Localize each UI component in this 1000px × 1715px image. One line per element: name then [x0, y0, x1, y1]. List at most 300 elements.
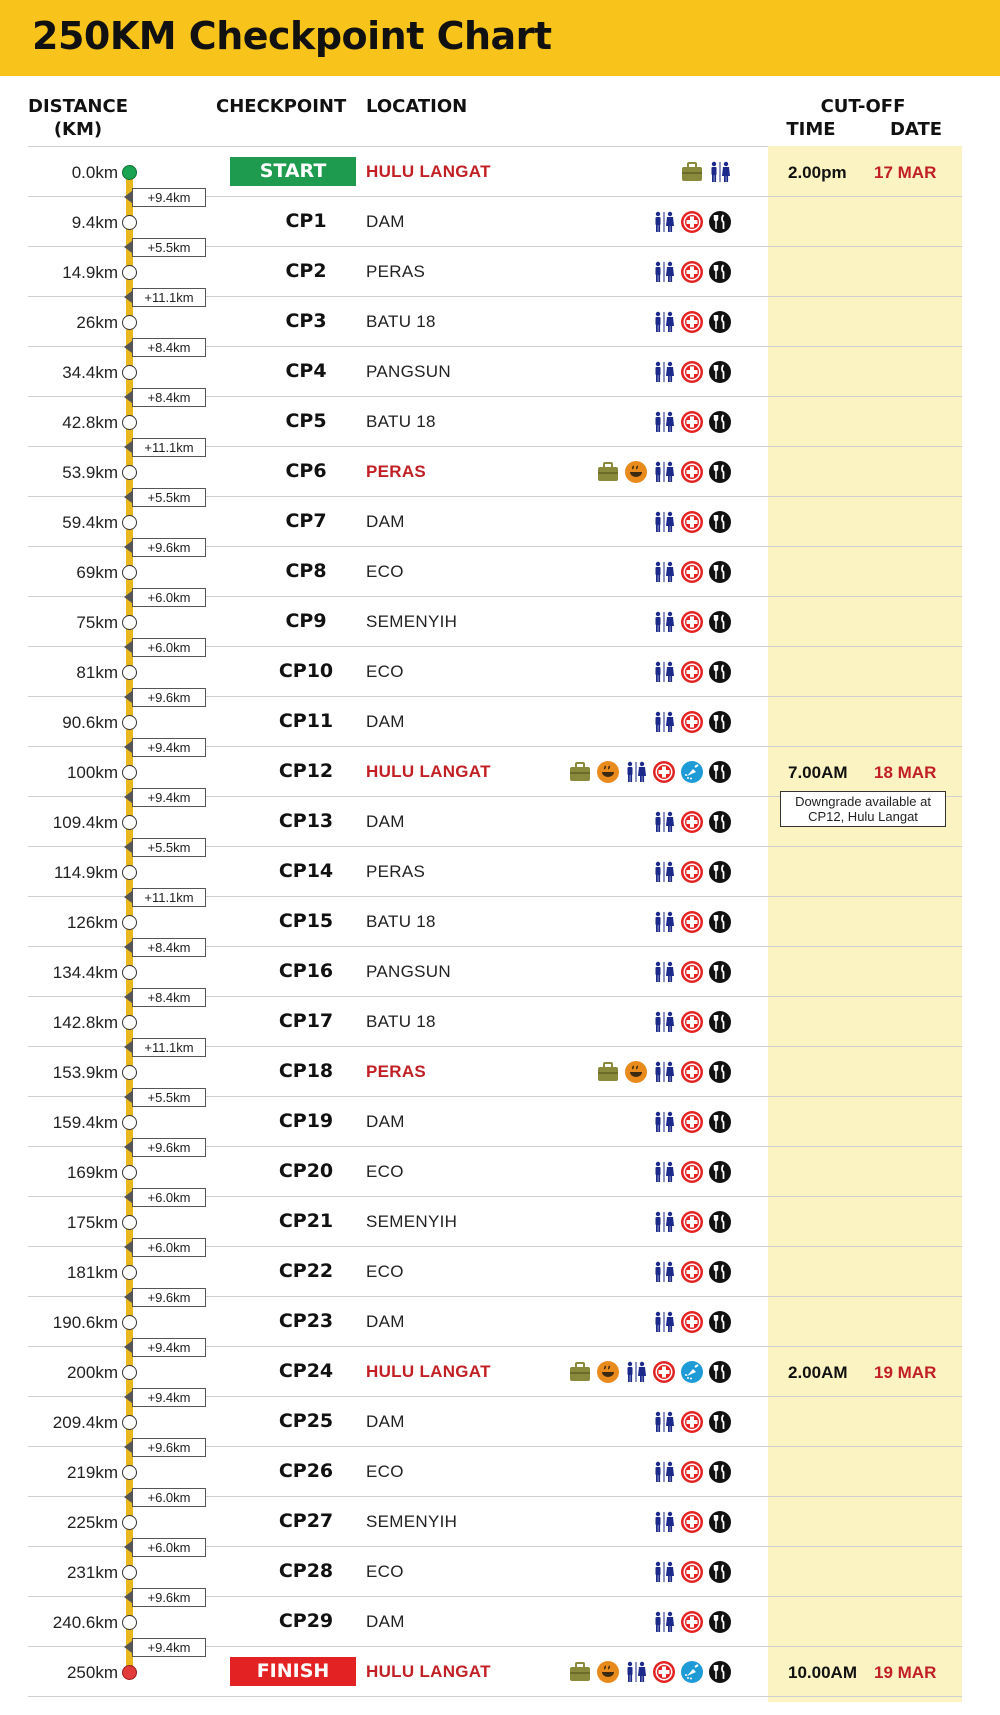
toilet-icon — [652, 710, 676, 734]
first-aid-icon — [652, 1660, 676, 1684]
checkpoint-label: CP11 — [278, 710, 334, 732]
first-aid-icon — [680, 1060, 704, 1084]
finish-marker — [122, 1665, 137, 1680]
distance-value: 0.0km — [71, 163, 118, 182]
distance-value: 42.8km — [62, 413, 118, 432]
location-name: BATU 18 — [366, 412, 436, 431]
cutoff-date: 19 MAR — [874, 1363, 937, 1382]
location-name: PANGSUN — [366, 362, 451, 381]
header-time: TIME — [786, 119, 836, 140]
segment-distance-tag: +9.6km — [132, 1138, 206, 1157]
food-icon — [708, 460, 732, 484]
location-name: BATU 18 — [366, 1012, 436, 1031]
location-name: DAM — [366, 1612, 405, 1631]
checkpoint-label: CP13 — [278, 810, 334, 832]
facility-icons — [568, 759, 732, 785]
first-aid-icon — [680, 260, 704, 284]
food-icon — [708, 1310, 732, 1334]
checkpoint-label: CP15 — [278, 910, 334, 932]
checkpoint-label: CP6 — [285, 460, 327, 482]
location-name: ECO — [366, 662, 404, 681]
checkpoint-marker — [122, 1565, 137, 1580]
toilet-icon — [652, 960, 676, 984]
segment-distance-tag: +8.4km — [132, 938, 206, 957]
first-aid-icon — [680, 1560, 704, 1584]
toilet-icon — [652, 1010, 676, 1034]
checkpoint-marker — [122, 1465, 137, 1480]
checkpoint-label: CP18 — [278, 1060, 334, 1082]
checkpoint-label: CP9 — [285, 610, 327, 632]
facility-icons — [652, 809, 732, 835]
facility-icons — [652, 409, 732, 435]
bag-drop-icon — [568, 760, 592, 784]
first-aid-icon — [652, 760, 676, 784]
first-aid-icon — [680, 860, 704, 884]
checkpoint-marker — [122, 1615, 137, 1630]
cutoff-date: 19 MAR — [874, 1663, 937, 1682]
start-badge: START — [230, 157, 356, 186]
facility-icons — [652, 1459, 732, 1485]
facility-icons — [652, 1509, 732, 1535]
location-name: HULU LANGAT — [366, 162, 491, 181]
food-icon — [708, 1410, 732, 1434]
food-icon — [708, 660, 732, 684]
distance-value: 200km — [66, 1363, 118, 1382]
food-icon — [708, 1160, 732, 1184]
segment-distance-tag: +11.1km — [132, 438, 206, 457]
location-name: DAM — [366, 712, 405, 731]
food-icon — [708, 510, 732, 534]
header-distance — [28, 95, 128, 141]
segment-distance-tag: +6.0km — [132, 1488, 206, 1507]
toilet-icon — [652, 1310, 676, 1334]
facility-icons — [652, 1009, 732, 1035]
segment-distance-tag: +9.4km — [132, 738, 206, 757]
toilet-icon — [652, 1210, 676, 1234]
food-icon — [708, 1010, 732, 1034]
checkpoint-label: CP10 — [278, 660, 334, 682]
facility-icons — [652, 1159, 732, 1185]
checkpoint-label: CP12 — [278, 760, 334, 782]
first-aid-icon — [680, 660, 704, 684]
location-name: DAM — [366, 212, 405, 231]
segment-distance-tag: +6.0km — [132, 638, 206, 657]
first-aid-icon — [680, 460, 704, 484]
segment-distance-tag: +9.4km — [132, 1388, 206, 1407]
checkpoint-marker — [122, 1065, 137, 1080]
facility-icons — [652, 1259, 732, 1285]
segment-distance-tag: +9.4km — [132, 188, 206, 207]
checkpoint-label: CP25 — [278, 1410, 334, 1432]
checkpoint-label: CP8 — [285, 560, 327, 582]
toilet-icon — [652, 860, 676, 884]
segment-distance-tag: +5.5km — [132, 488, 206, 507]
location-name: PERAS — [366, 862, 426, 881]
toilet-icon — [624, 1660, 648, 1684]
toilet-icon — [652, 460, 676, 484]
first-aid-icon — [680, 710, 704, 734]
facility-icons — [652, 1559, 732, 1585]
first-aid-icon — [680, 610, 704, 634]
location-name: HULU LANGAT — [366, 1362, 491, 1381]
location-name: BATU 18 — [366, 912, 436, 931]
checkpoint-marker — [122, 565, 137, 580]
distance-value: 231km — [66, 1563, 118, 1582]
distance-value: 219km — [66, 1463, 118, 1482]
segment-distance-tag: +11.1km — [132, 888, 206, 907]
toilet-icon — [652, 660, 676, 684]
hot-food-icon — [596, 1360, 620, 1384]
first-aid-icon — [680, 510, 704, 534]
segment-distance-tag: +9.6km — [132, 1288, 206, 1307]
cutoff-time: 10.00AM — [788, 1663, 857, 1682]
location-name: SEMENYIH — [366, 1512, 458, 1531]
toilet-icon — [652, 1460, 676, 1484]
checkpoint-label: CP16 — [278, 960, 334, 982]
page-title: 250KM Checkpoint Chart — [32, 14, 552, 58]
food-icon — [708, 1260, 732, 1284]
toilet-icon — [652, 1260, 676, 1284]
facility-icons — [652, 1309, 732, 1335]
table-row — [28, 1647, 962, 1697]
checkpoint-label: CP20 — [278, 1160, 334, 1182]
distance-value: 175km — [66, 1213, 118, 1232]
segment-distance-tag: +9.4km — [132, 1338, 206, 1357]
food-icon — [708, 1360, 732, 1384]
facility-icons — [652, 559, 732, 585]
checkpoint-label: CP21 — [278, 1210, 334, 1232]
food-icon — [708, 310, 732, 334]
toilet-icon — [652, 1110, 676, 1134]
location-name: ECO — [366, 1262, 404, 1281]
first-aid-icon — [652, 1360, 676, 1384]
location-name: PERAS — [366, 1062, 427, 1081]
checkpoint-marker — [122, 965, 137, 980]
distance-value: 69km — [76, 563, 118, 582]
header-cutoff: CUT-OFF — [820, 96, 906, 117]
distance-value: 159.4km — [52, 1113, 118, 1132]
checkpoint-marker — [122, 1215, 137, 1230]
food-icon — [708, 960, 732, 984]
first-aid-icon — [680, 1460, 704, 1484]
facility-icons — [652, 909, 732, 935]
segment-distance-tag: +6.0km — [132, 1538, 206, 1557]
food-icon — [708, 360, 732, 384]
toilet-icon — [652, 810, 676, 834]
title-banner — [0, 0, 1000, 76]
hot-food-icon — [624, 1060, 648, 1084]
food-icon — [708, 210, 732, 234]
distance-value: 169km — [66, 1163, 118, 1182]
row-divider — [28, 1696, 962, 1697]
distance-value: 126km — [66, 913, 118, 932]
toilet-icon — [652, 310, 676, 334]
distance-value: 14.9km — [62, 263, 118, 282]
segment-distance-tag: +8.4km — [132, 988, 206, 1007]
facility-icons — [652, 1109, 732, 1135]
checkpoint-marker — [122, 715, 137, 730]
food-icon — [708, 1610, 732, 1634]
distance-value: 250km — [66, 1663, 118, 1682]
distance-value: 134.4km — [52, 963, 118, 982]
downgrade-note: Downgrade available at CP12, Hulu Langat — [780, 791, 946, 827]
segment-distance-tag: +11.1km — [132, 1038, 206, 1057]
facility-icons — [652, 709, 732, 735]
toilet-icon — [652, 1510, 676, 1534]
shower-icon — [680, 1360, 704, 1384]
segment-distance-tag: +5.5km — [132, 1088, 206, 1107]
distance-value: 181km — [66, 1263, 118, 1282]
segment-distance-tag: +11.1km — [132, 288, 206, 307]
facility-icons — [652, 1609, 732, 1635]
checkpoint-label: CP22 — [278, 1260, 334, 1282]
facility-icons — [680, 159, 732, 185]
distance-value: 90.6km — [62, 713, 118, 732]
first-aid-icon — [680, 1010, 704, 1034]
first-aid-icon — [680, 210, 704, 234]
first-aid-icon — [680, 1410, 704, 1434]
distance-value: 100km — [66, 763, 118, 782]
toilet-icon — [652, 1410, 676, 1434]
segment-distance-tag: +8.4km — [132, 388, 206, 407]
food-icon — [708, 760, 732, 784]
segment-distance-tag: +6.0km — [132, 1188, 206, 1207]
toilet-icon — [652, 360, 676, 384]
header-location: LOCATION — [366, 96, 468, 117]
hot-food-icon — [596, 760, 620, 784]
segment-distance-tag: +9.4km — [132, 1638, 206, 1657]
cutoff-date: 18 MAR — [874, 763, 937, 782]
checkpoint-label: CP24 — [278, 1360, 334, 1382]
food-icon — [708, 1560, 732, 1584]
toilet-icon — [652, 260, 676, 284]
food-icon — [708, 710, 732, 734]
checkpoint-label: CP3 — [285, 310, 327, 332]
header-distance-unit: (KM) — [53, 119, 103, 140]
cutoff-date: 17 MAR — [874, 163, 937, 182]
bag-drop-icon — [568, 1360, 592, 1384]
location-name: BATU 18 — [366, 312, 436, 331]
checkpoint-label: CP26 — [278, 1460, 334, 1482]
bag-drop-icon — [680, 160, 704, 184]
checkpoint-marker — [122, 215, 137, 230]
checkpoint-marker — [122, 515, 137, 530]
facility-icons — [652, 1209, 732, 1235]
toilet-icon — [652, 560, 676, 584]
location-name: SEMENYIH — [366, 1212, 458, 1231]
header-checkpoint: CHECKPOINT — [216, 96, 347, 117]
first-aid-icon — [680, 1210, 704, 1234]
food-icon — [708, 810, 732, 834]
location-name: SEMENYIH — [366, 612, 458, 631]
food-icon — [708, 410, 732, 434]
location-name: DAM — [366, 1112, 405, 1131]
toilet-icon — [652, 1560, 676, 1584]
location-name: DAM — [366, 1412, 405, 1431]
segment-distance-tag: +5.5km — [132, 838, 206, 857]
bag-drop-icon — [596, 460, 620, 484]
segment-distance-tag: +6.0km — [132, 1238, 206, 1257]
checkpoint-label: CP17 — [278, 1010, 334, 1032]
checkpoint-marker — [122, 815, 137, 830]
first-aid-icon — [680, 310, 704, 334]
shower-icon — [680, 760, 704, 784]
toilet-icon — [624, 1360, 648, 1384]
first-aid-icon — [680, 1110, 704, 1134]
checkpoint-label: CP4 — [285, 360, 327, 382]
first-aid-icon — [680, 810, 704, 834]
location-name: HULU LANGAT — [366, 762, 491, 781]
toilet-icon — [652, 510, 676, 534]
segment-distance-tag: +9.6km — [132, 1588, 206, 1607]
facility-icons — [652, 309, 732, 335]
toilet-icon — [652, 1610, 676, 1634]
segment-distance-tag: +9.6km — [132, 688, 206, 707]
bag-drop-icon — [596, 1060, 620, 1084]
first-aid-icon — [680, 1260, 704, 1284]
checkpoint-label: CP19 — [278, 1110, 334, 1132]
distance-value: 153.9km — [52, 1063, 118, 1082]
location-name: DAM — [366, 812, 405, 831]
segment-distance-tag: +9.4km — [132, 788, 206, 807]
checkpoint-label: CP23 — [278, 1310, 334, 1332]
shower-icon — [680, 1660, 704, 1684]
facility-icons — [652, 859, 732, 885]
checkpoint-marker — [122, 1365, 137, 1380]
distance-value: 9.4km — [71, 213, 118, 232]
checkpoint-label: CP1 — [285, 210, 327, 232]
checkpoint-marker — [122, 315, 137, 330]
cutoff-time: 2.00AM — [788, 1363, 848, 1382]
location-name: DAM — [366, 1312, 405, 1331]
toilet-icon — [708, 160, 732, 184]
checkpoint-marker — [122, 1515, 137, 1530]
first-aid-icon — [680, 1610, 704, 1634]
checkpoint-label: CP2 — [285, 260, 327, 282]
segment-distance-tag: +9.6km — [132, 1438, 206, 1457]
facility-icons — [652, 959, 732, 985]
toilet-icon — [652, 610, 676, 634]
checkpoint-label: CP27 — [278, 1510, 334, 1532]
checkpoint-marker — [122, 765, 137, 780]
food-icon — [708, 1510, 732, 1534]
distance-value: 190.6km — [52, 1313, 118, 1332]
distance-value: 240.6km — [52, 1613, 118, 1632]
cutoff-time: 7.00AM — [788, 763, 848, 782]
food-icon — [708, 860, 732, 884]
checkpoint-label: CP7 — [285, 510, 327, 532]
food-icon — [708, 560, 732, 584]
first-aid-icon — [680, 1510, 704, 1534]
facility-icons — [652, 609, 732, 635]
facility-icons — [652, 259, 732, 285]
checkpoint-marker — [122, 1415, 137, 1430]
segment-distance-tag: +5.5km — [132, 238, 206, 257]
checkpoint-marker — [122, 1315, 137, 1330]
facility-icons — [652, 1409, 732, 1435]
distance-value: 59.4km — [62, 513, 118, 532]
toilet-icon — [652, 210, 676, 234]
checkpoint-marker — [122, 865, 137, 880]
segment-distance-tag: +9.6km — [132, 538, 206, 557]
checkpoint-marker — [122, 1265, 137, 1280]
checkpoint-marker — [122, 1165, 137, 1180]
food-icon — [708, 910, 732, 934]
facility-icons — [596, 459, 732, 485]
first-aid-icon — [680, 560, 704, 584]
checkpoint-marker — [122, 265, 137, 280]
first-aid-icon — [680, 1160, 704, 1184]
checkpoint-marker — [122, 415, 137, 430]
location-name: HULU LANGAT — [366, 1662, 491, 1681]
checkpoint-label: CP28 — [278, 1560, 334, 1582]
checkpoint-marker — [122, 1015, 137, 1030]
food-icon — [708, 260, 732, 284]
checkpoint-marker — [122, 915, 137, 930]
food-icon — [708, 1110, 732, 1134]
checkpoint-label: CP5 — [285, 410, 327, 432]
location-name: ECO — [366, 1162, 404, 1181]
food-icon — [708, 1210, 732, 1234]
hot-food-icon — [596, 1660, 620, 1684]
food-icon — [708, 1460, 732, 1484]
first-aid-icon — [680, 410, 704, 434]
distance-value: 209.4km — [52, 1413, 118, 1432]
distance-value: 75km — [76, 613, 118, 632]
distance-value: 34.4km — [62, 363, 118, 382]
distance-value: 26km — [76, 313, 118, 332]
location-name: PANGSUN — [366, 962, 451, 981]
distance-value: 53.9km — [62, 463, 118, 482]
distance-value: 81km — [76, 663, 118, 682]
facility-icons — [568, 1659, 732, 1685]
facility-icons — [652, 359, 732, 385]
location-name: ECO — [366, 562, 404, 581]
distance-value: 114.9km — [54, 863, 118, 882]
header-date: DATE — [889, 119, 943, 140]
checkpoint-label: CP14 — [278, 860, 334, 882]
first-aid-icon — [680, 960, 704, 984]
toilet-icon — [624, 760, 648, 784]
food-icon — [708, 610, 732, 634]
finish-badge: FINISH — [230, 1657, 356, 1686]
header-distance-label: DISTANCE — [28, 96, 128, 117]
segment-distance-tag: +8.4km — [132, 338, 206, 357]
hot-food-icon — [624, 460, 648, 484]
facility-icons — [652, 209, 732, 235]
food-icon — [708, 1660, 732, 1684]
checkpoint-label: CP29 — [278, 1610, 334, 1632]
distance-value: 142.8km — [52, 1013, 118, 1032]
location-name: ECO — [366, 1562, 404, 1581]
distance-value: 109.4km — [52, 813, 118, 832]
toilet-icon — [652, 1060, 676, 1084]
distance-value: 225km — [66, 1513, 118, 1532]
first-aid-icon — [680, 910, 704, 934]
location-name: PERAS — [366, 262, 426, 281]
toilet-icon — [652, 910, 676, 934]
toilet-icon — [652, 410, 676, 434]
checkpoint-marker — [122, 465, 137, 480]
facility-icons — [652, 509, 732, 535]
facility-icons — [652, 659, 732, 685]
location-name: PERAS — [366, 462, 427, 481]
checkpoint-marker — [122, 665, 137, 680]
facility-icons — [596, 1059, 732, 1085]
toilet-icon — [652, 1160, 676, 1184]
checkpoint-marker — [122, 615, 137, 630]
first-aid-icon — [680, 1310, 704, 1334]
